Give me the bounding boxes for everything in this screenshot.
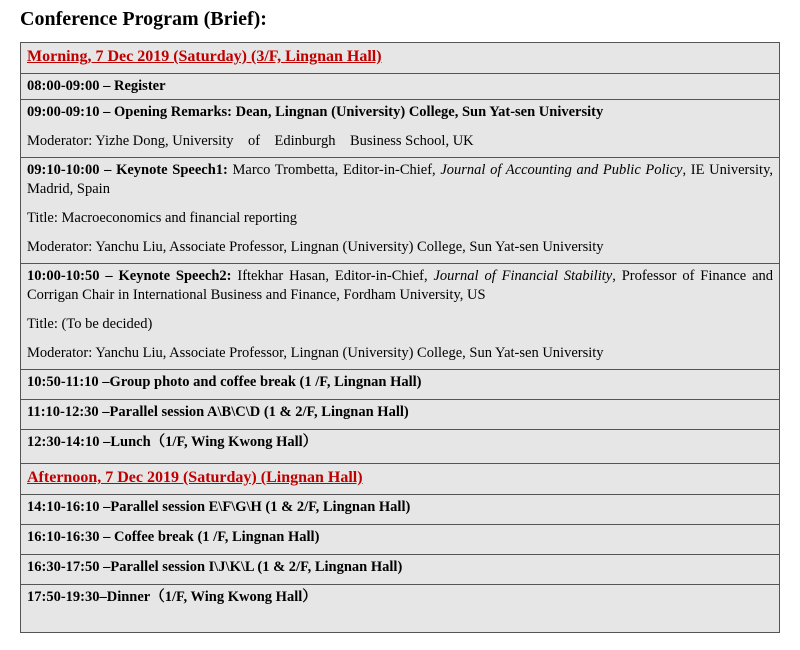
keynote1-row [21, 158, 779, 264]
keynote2-moderator: Moderator: Yanchu Liu, Associate Professor, Lingnan (University) College, Sun Yat-sen University [27, 345, 604, 361]
keynote1-journal: Journal of Accounting and Public Policy [440, 162, 683, 178]
keynote2-title: Title: (To be decided) [27, 316, 153, 332]
keynote1-speaker-post: , IE University, Madrid, Spain [27, 162, 774, 197]
opening-remarks-row [21, 100, 779, 158]
keynote1-moderator: Moderator: Yanchu Liu, Associate Professor, Lingnan (University) College, Sun Yat-sen University [27, 239, 604, 255]
keynote2-label: 10:00-10:50 – Keynote Speech2: [27, 268, 232, 284]
register-row: 08:00-09:00 – Register [21, 74, 779, 100]
opening-moderator: Moderator: Yizhe Dong, University of Edinburgh Business School, UK [27, 133, 474, 149]
opening-remarks-line: 09:00-09:10 – Opening Remarks: Dean, Lingnan (University) College, Sun Yat-sen University [27, 104, 604, 120]
program-table [20, 42, 780, 633]
page-title: Conference Program (Brief): [20, 8, 267, 30]
keynote2-speaker-pre: Iftekhar Hasan, Editor-in-Chief, [231, 268, 434, 284]
keynote1-label: 09:10-10:00 – Keynote Speech1: [27, 162, 228, 178]
keynote2-speaker-post: , Professor of Finance and Corrigan Chair in International Business and Finance, Fordham University, US [27, 268, 773, 303]
keynote1-speaker [27, 161, 773, 199]
afternoon-header: Afternoon, 7 Dec 2019 (Saturday) (Lingnan Hall) [21, 464, 779, 495]
parallel-session-2-row: 14:10-16:10 –Parallel session E\F\G\H (1 & 2/F, Lingnan Hall) [21, 495, 779, 525]
keynote1-speaker-pre: Marco Trombetta, Editor-in-Chief, [227, 162, 441, 178]
dinner-row: 17:50-19:30–Dinner（1/F, Wing Kwong Hall） [27, 589, 317, 605]
lunch-row: 12:30-14:10 –Lunch（1/F, Wing Kwong Hall） [21, 430, 779, 464]
keynote2-journal: Journal of Financial Stability [433, 268, 613, 284]
group-photo-row: 10:50-11:10 –Group photo and coffee break (1 /F, Lingnan Hall) [21, 370, 779, 400]
parallel-session-1-row: 11:10-12:30 –Parallel session A\B\C\D (1 & 2/F, Lingnan Hall) [21, 400, 779, 430]
keynote2-row [21, 264, 779, 370]
parallel-session-3-row: 16:30-17:50 –Parallel session I\J\K\L (1 & 2/F, Lingnan Hall) [21, 555, 779, 585]
keynote2-speaker [27, 267, 773, 305]
keynote1-title: Title: Macroeconomics and financial reporting [27, 210, 298, 226]
morning-header: Morning, 7 Dec 2019 (Saturday) (3/F, Lingnan Hall) [21, 43, 779, 74]
coffee-break-row: 16:10-16:30 – Coffee break (1 /F, Lingnan Hall) [21, 525, 779, 555]
